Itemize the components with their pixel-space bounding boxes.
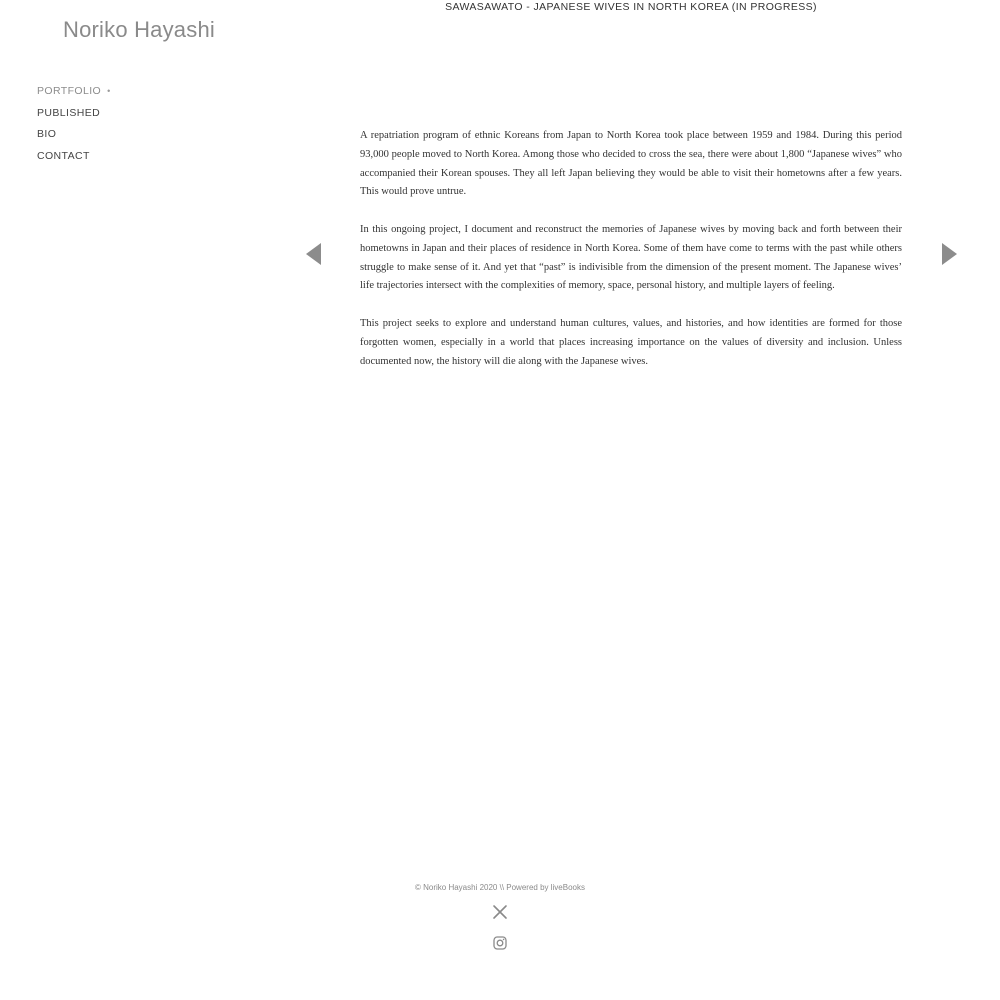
footer-copyright: © Noriko Hayashi 2020 \\ Powered by liveBooks [415,883,585,892]
x-icon [491,903,509,921]
project-title: SAWASAWATO - JAPANESE WIVES IN NORTH KOREA (IN PROGRESS) [445,1,817,13]
instagram-link[interactable] [491,934,509,952]
nav-item-label: CONTACT [37,149,90,162]
arrow-right-icon [937,242,961,266]
main-nav [37,80,111,167]
nav-item-portfolio[interactable] [37,80,111,102]
nav-item-published[interactable] [37,102,111,124]
nav-item-bio[interactable] [37,123,111,145]
project-description [360,127,902,390]
arrow-left-icon [302,242,326,266]
next-button[interactable] [937,242,961,266]
nav-item-label: PORTFOLIO [37,84,102,97]
nav-item-label: BIO [37,128,57,141]
description-paragraph: In this ongoing project, I document and reconstruct the memories of Japanese wives by moving back and forth between their hometowns in Japan and their places of residence in North Korea. Some of them have come to terms with the past while others struggle to make sense of it. And yet that “past” is indivisible from the dimension of the present moment. The Japanese wives’ life trajectories intersect with the complexities of memory, space, personal history, and multiple layers of feeling. [360,223,902,292]
active-marker: • [107,85,111,96]
nav-item-label: PUBLISHED [37,106,101,119]
instagram-icon [491,934,509,952]
x-link[interactable] [491,903,509,921]
previous-button[interactable] [302,242,326,266]
site-title[interactable]: Noriko Hayashi [63,17,215,42]
description-paragraph: This project seeks to explore and understand human cultures, values, and histories, and how identities are formed for those forgotten women, especially in a world that places increasing importance on the values of diversity and inclusion. Unless documented now, the history will die along with the Japanese wives. [360,317,902,367]
description-paragraph: A repatriation program of ethnic Koreans from Japan to North Korea took place between 1959 and 1984. During this period 93,000 people moved to North Korea. Among those who decided to cross the sea, there were about 1,800 “Japanese wives” who accompanied their Korean spouses. They all left Japan believing they would be able to visit their hometowns after a few years. This would prove untrue. [360,130,902,198]
nav-item-contact[interactable] [37,145,111,167]
